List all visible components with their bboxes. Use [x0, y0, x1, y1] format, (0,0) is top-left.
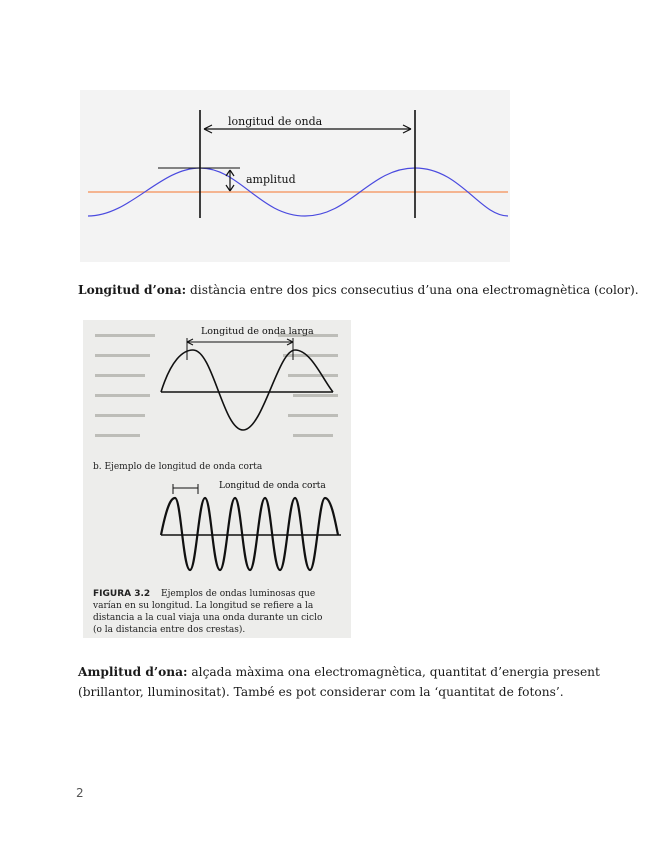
wavelength-paragraph	[78, 280, 639, 300]
figure-caption-label: FIGURA 3.2	[93, 589, 151, 599]
long-wave-curve	[161, 350, 333, 430]
amplitude-paragraph	[78, 662, 600, 702]
wavelength-amplitude-figure	[80, 90, 510, 262]
short-wave-curve	[161, 498, 338, 570]
wave-diagram	[80, 90, 510, 262]
figure-caption-line3: distancia a la cual viaja una onda durante un ciclo	[93, 613, 323, 623]
textbook-diagram	[83, 320, 351, 638]
page-number: 2	[76, 786, 84, 800]
wavelength-term: Longitud d’ona:	[78, 283, 187, 297]
textbook-wave-figure	[83, 320, 351, 638]
wavelength-definition: distància entre dos pics consecutius d’una ona electromagnètica (color).	[186, 283, 639, 297]
amplitude-definition-line1: alçada màxima ona electromagnètica, quantitat d’energia present	[187, 665, 600, 679]
amplitude-definition-line2: (brillantor, lluminositat). També es pot considerar com la ‘quantitat de fotons’.	[78, 685, 564, 699]
short-example-subtitle: b. Ejemplo de longitud de onda corta	[93, 462, 263, 472]
short-wavelength-label: Longitud de onda corta	[219, 481, 326, 491]
figure-caption-line2: varían en su longitud. La longitud se refiere a la	[93, 601, 314, 611]
amplitude-term: Amplitud d’ona:	[78, 665, 188, 679]
figure-caption-line1: Ejemplos de ondas luminosas que	[161, 589, 316, 599]
long-wavelength-label: Longitud de onda larga	[201, 326, 314, 337]
wavelength-label: longitud de onda	[228, 115, 323, 128]
figure-caption-line4: (o la distancia entre dos crestas).	[93, 625, 246, 635]
amplitude-label: amplitud	[246, 173, 296, 186]
